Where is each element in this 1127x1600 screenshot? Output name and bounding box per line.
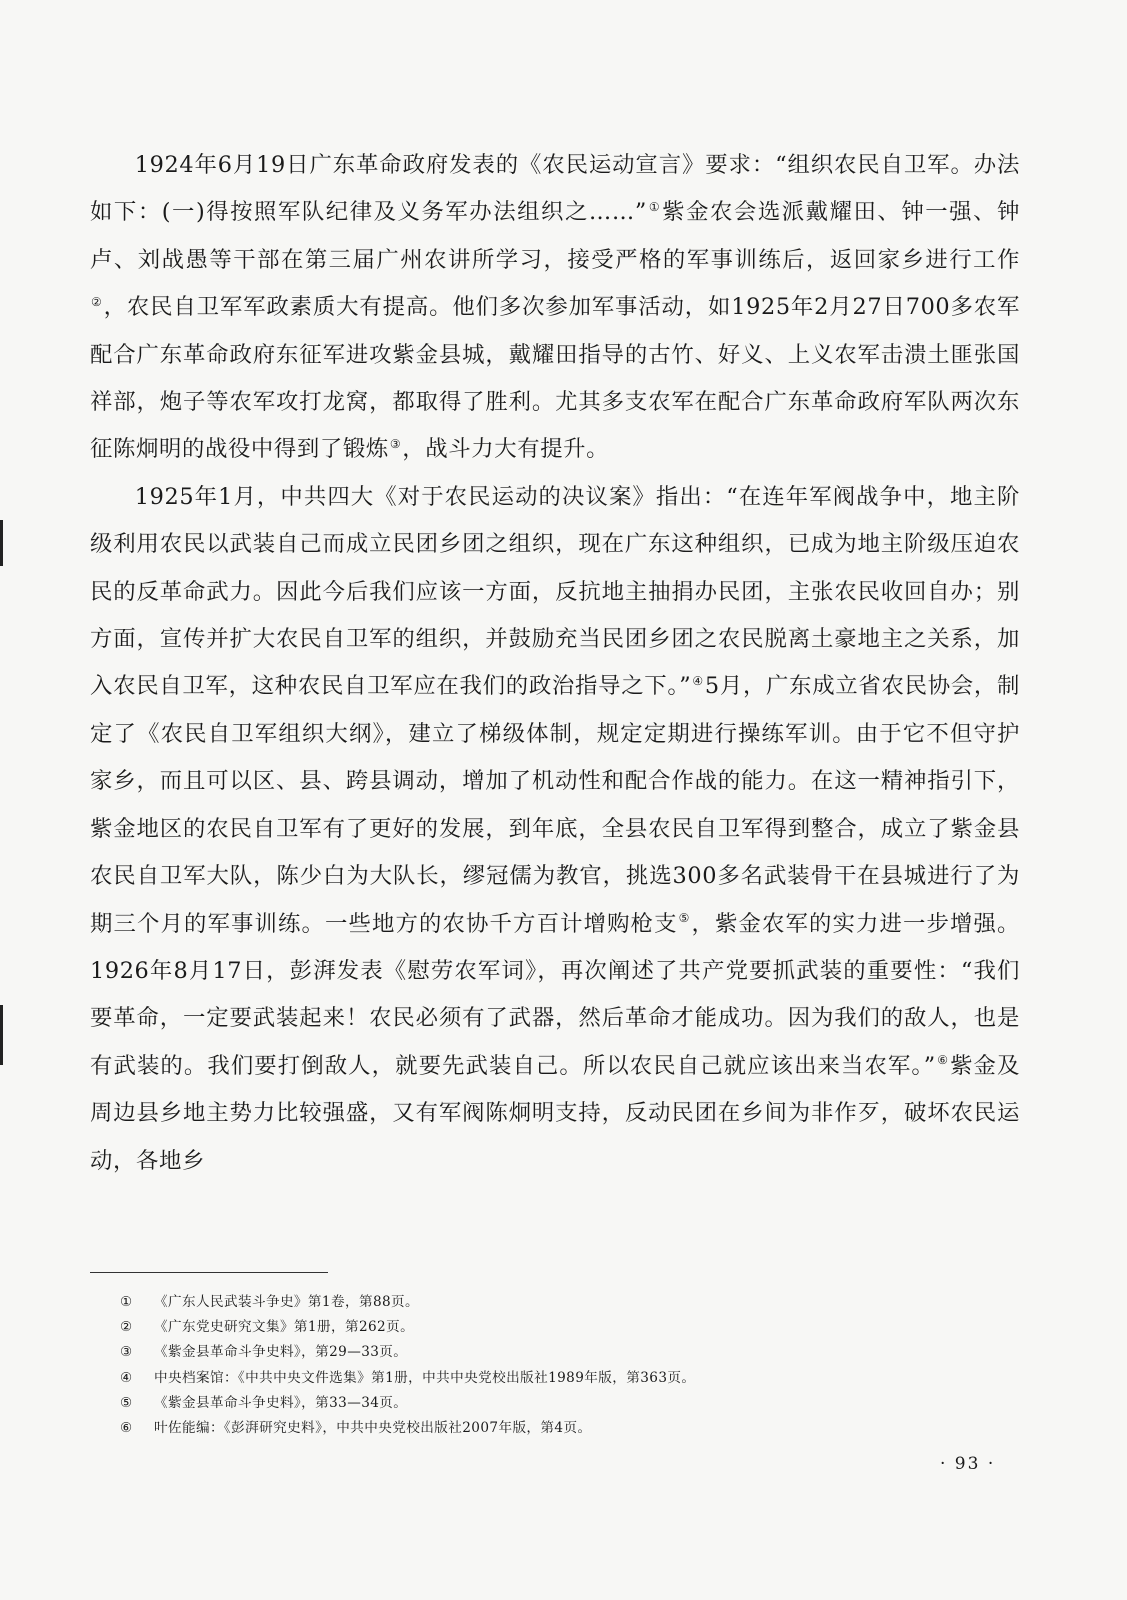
- footnote: [120, 1315, 1000, 1340]
- footnote-text: 叶佐能编：《彭湃研究史料》，中共中央党校出版社2007年版，第4页。: [154, 1420, 592, 1437]
- text-run: 紫金农会选派戴耀田、钟一强、钟卢、刘战愚等干部在第三届广州农讲所学习，接受严格的军事训练后，返回家乡进行工作: [90, 199, 1021, 273]
- footnote-list: [120, 1290, 1000, 1441]
- footnote: [120, 1416, 1000, 1441]
- footnote-text: 《广东党史研究文集》第1册，第262页。: [154, 1319, 415, 1336]
- footnote-mark: ④: [120, 1369, 133, 1386]
- footnote-text: 《广东人民武装斗争史》第1卷，第88页。: [154, 1294, 420, 1310]
- footnote-mark: ⑥: [120, 1420, 133, 1437]
- footnote-ref: ④: [692, 674, 704, 688]
- footnote-ref: ①: [647, 199, 662, 214]
- footnote-text: 《紫金县革命斗争史料》，第29—33页。: [154, 1344, 408, 1361]
- paragraph: [90, 474, 1020, 1185]
- footnote-ref: ②: [91, 294, 103, 309]
- page-number: · 93 ·: [940, 1454, 996, 1474]
- text-run: ，战斗力大有提升。: [402, 436, 610, 463]
- text-run: 紫金及周边县乡地主势力比较强盛，又有军阀陈炯明支持，反动民团在乡间为非作歹，破坏农民运动，各地乡: [90, 1052, 1021, 1174]
- text-run: 1925年1月，中共四大《对于农民运动的决议案》指出：“在连年军阀战争中，地主阶级利用农民以武装自己而成立民团乡团之组织，现在广东这种组织，已成为地主阶级压迫农民的反革命武力。因此今后我们应该一方面，反抗地主抽捐办民团，主张农民收回自办；别方面，宣传并扩大农民自卫军的组织，并鼓励充当民团乡团之农民脱离土豪地主之关系，加入农民自卫军，这种农民自卫军应在我们的政治指导之下。”: [90, 483, 1020, 700]
- paragraph: [90, 142, 1020, 474]
- text-run: 1924年6月19日广东革命政府发表的《农民运动宣言》要求：“组织农民自卫军。办法如下：(一)得按照军队纪律及义务军办法组织之……”: [90, 152, 1020, 226]
- scan-edge-mark: [0, 520, 3, 566]
- footnote-divider: [90, 1272, 328, 1273]
- footnote-ref: ③: [389, 436, 402, 451]
- body-text: [90, 142, 1020, 1185]
- text-run: ，紫金农军的实力进一步增强。1926年8月17日，彭湃发表《慰劳农军词》，再次阐述了共产党要抓武装的重要性：“我们要革命，一定要武装起来！农民必须有了武器，然后革命才能成功。因为我们的敌人，也是有武装的。我们要打倒敌人，就要先武装自己。所以农民自己就应该出来当农军。”: [90, 910, 1021, 1079]
- footnote-text: 中央档案馆：《中共中央文件选集》第1册，中共中央党校出版社1989年版，第363页。: [154, 1369, 696, 1386]
- footnote-mark: ①: [120, 1294, 133, 1310]
- text-run: 5月，广东成立省农民协会，制定了《农民自卫军组织大纲》，建立了梯级体制，规定定期进行操练军训。由于它不但守护家乡，而且可以区、县、跨县调动，增加了机动性和配合作战的能力。在这一精神指引下，紫金地区的农民自卫军有了更好的发展，到年底，全县农民自卫军得到整合，成立了紫金县农民自卫军大队，陈少白为大队长，缪冠儒为教官，挑选300多名武装骨干在县城进行了为期三个月的军事训练。一些地方的农协千方百计增购枪支: [90, 673, 1020, 937]
- footnote-ref: ⑥: [936, 1053, 950, 1068]
- footnote: [120, 1340, 1000, 1365]
- footnote-ref: ⑤: [678, 911, 691, 926]
- footnote-mark: ⑤: [120, 1394, 133, 1411]
- text-run: ，农民自卫军军政素质大有提高。他们多次参加军事活动，如1925年2月27日700多农军配合广东革命政府东征军进攻紫金县城，戴耀田指导的古竹、好义、上义农军击溃土匪张国祥部，炮子等农军攻打龙窝，都取得了胜利。尤其多支农军在配合广东革命政府军队两次东征陈炯明的战役中得到了锻炼: [90, 294, 1020, 463]
- scan-edge-mark: [0, 1005, 3, 1065]
- footnote-text: 《紫金县革命斗争史料》，第33—34页。: [154, 1394, 408, 1411]
- footnote: [120, 1366, 1000, 1391]
- footnote: [120, 1290, 1000, 1315]
- footnote: [120, 1391, 1000, 1416]
- footnote-mark: ③: [120, 1344, 133, 1361]
- footnote-mark: ②: [120, 1319, 133, 1336]
